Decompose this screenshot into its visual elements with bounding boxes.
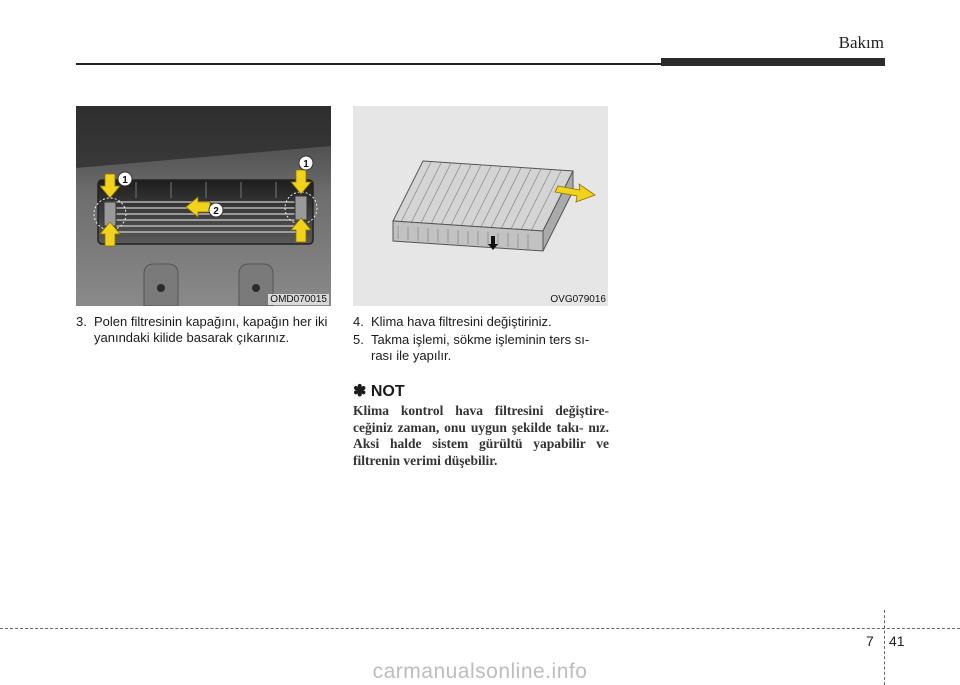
figure-air-filter [353,106,608,306]
callout-1-left: 1 [122,175,128,186]
step-text: Takma işlemi, sökme işleminin ters sı- rası ile yapılır. [371,332,590,363]
page-number: 41 [889,633,905,649]
callout-2: 2 [213,206,219,217]
callout-1-right: 1 [303,159,309,170]
note-symbol-icon: ✽ [353,383,367,400]
step-number: 4. [353,314,364,329]
step-text: Polen filtresinin kapağını, kapağın her iki yanındaki kilide basarak çıkarınız. [94,314,328,345]
note-heading-text: NOT [370,383,405,400]
chapter-number: 7 [866,633,874,649]
step-4 [353,314,609,330]
air-filter-illustration [353,106,608,306]
page-header-title: Bakım [838,33,884,52]
figure-code: OVG079016 [550,294,606,305]
step-3 [76,314,332,346]
note-heading [353,381,405,401]
header-rule-accent [661,58,885,66]
header-rule [76,63,661,65]
note-body: Klima kontrol hava filtresini değiştire- ceğiniz zaman, onu uygun şekilde takı- nız. Aksi halde sistem gürültü yapabilir ve filtrenin verimi düşebilir. [353,403,609,468]
watermark: carmanualsonline.info [372,660,588,683]
footer-divider [0,628,960,629]
step-text: Klima hava filtresini değiştiriniz. [371,314,552,329]
filter-cover-illustration [76,106,331,306]
step-number: 5. [353,332,364,347]
figure-code: OMD070015 [270,294,327,305]
figure-filter-cover [76,106,331,306]
step-5 [353,332,609,364]
step-number: 3. [76,314,87,329]
